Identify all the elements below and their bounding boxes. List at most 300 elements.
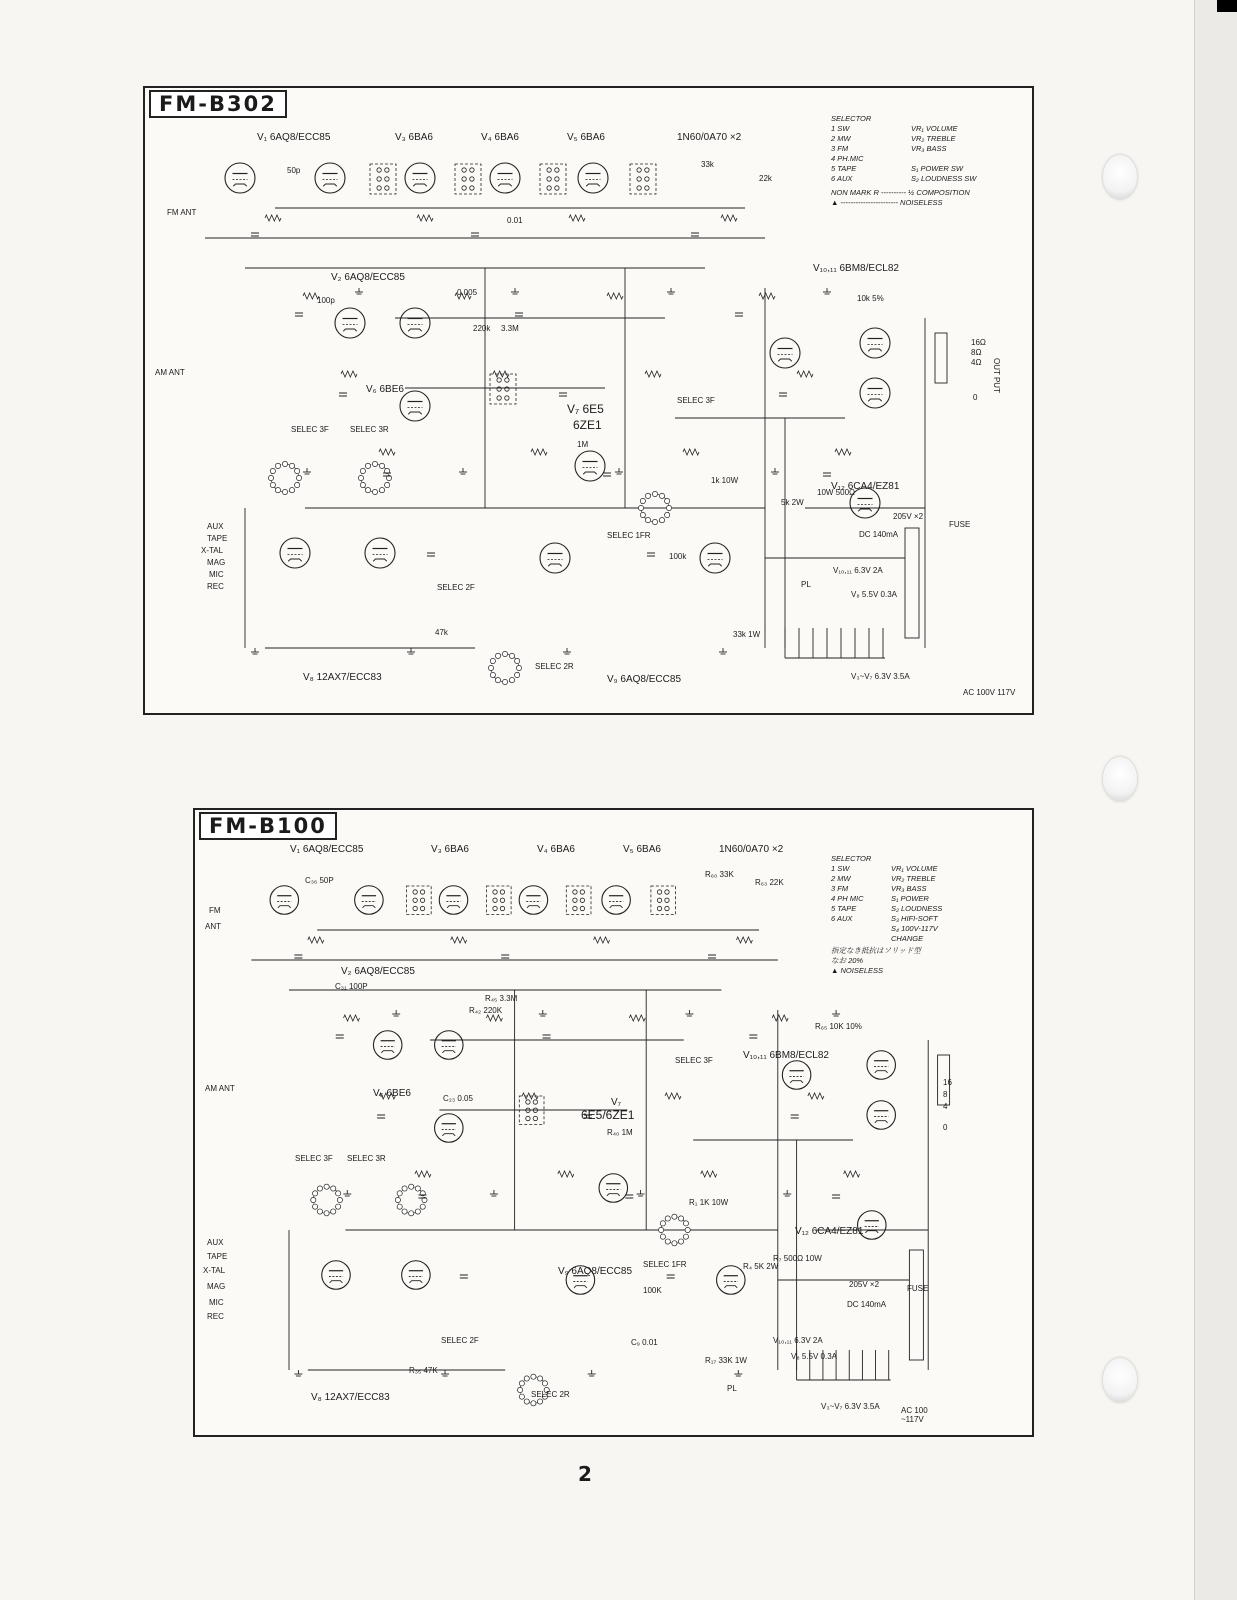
model-title: FM-B100 bbox=[199, 812, 337, 840]
tube-cathode bbox=[724, 1286, 737, 1288]
resistor-symbol bbox=[844, 1171, 860, 1177]
ac-input-label: AC 100 ~117V bbox=[901, 1406, 928, 1424]
selector-contact bbox=[672, 1214, 677, 1219]
if-transformer-shield bbox=[651, 886, 676, 915]
resistor-symbol bbox=[344, 1015, 360, 1021]
tube-cathode bbox=[708, 564, 722, 566]
coil-winding bbox=[413, 898, 417, 902]
vacuum-tube-symbol bbox=[270, 886, 299, 915]
tube-cathode bbox=[778, 359, 792, 361]
coil-winding bbox=[573, 906, 577, 910]
selector-contact bbox=[397, 1191, 402, 1196]
coil-winding bbox=[413, 906, 417, 910]
resistor-symbol bbox=[721, 215, 737, 221]
coil-winding bbox=[657, 898, 661, 902]
selector-contact bbox=[331, 1209, 336, 1214]
page-number: 2 bbox=[578, 1462, 592, 1486]
vacuum-tube-symbol bbox=[519, 886, 548, 915]
coil-winding bbox=[637, 177, 641, 181]
legend-item: 5 TAPE S₂ LOUDNESS bbox=[831, 904, 943, 913]
tube-label-v5: V₅ 6BA6 bbox=[567, 132, 605, 143]
vacuum-tube-symbol bbox=[860, 378, 890, 408]
coil-winding bbox=[637, 168, 641, 172]
legend-note: 指定なき抵抗はソリッド型 bbox=[831, 946, 921, 955]
resistor-symbol bbox=[493, 371, 509, 377]
selector-contact bbox=[385, 482, 390, 487]
pilot-lamp-label: PL bbox=[801, 580, 811, 589]
vacuum-tube-symbol bbox=[400, 308, 430, 338]
coil-winding bbox=[377, 177, 381, 181]
selector-wafer bbox=[398, 1187, 425, 1214]
vacuum-tube-symbol bbox=[717, 1266, 746, 1295]
legend-item: 3 FM VR₃ BASS bbox=[831, 884, 927, 893]
vacuum-tube-symbol bbox=[860, 328, 890, 358]
selector-1fr: SELEC 1FR bbox=[643, 1260, 687, 1269]
selector-contact bbox=[640, 498, 645, 503]
coil-winding bbox=[580, 898, 584, 902]
selector-contact bbox=[678, 1216, 683, 1221]
resistor-symbol bbox=[759, 293, 775, 299]
input-aux: AUX bbox=[207, 1238, 224, 1247]
legend-title: SELECTOR bbox=[831, 114, 872, 123]
vacuum-tube-symbol bbox=[867, 1051, 896, 1080]
selector-legend bbox=[831, 854, 942, 976]
selector-contact bbox=[372, 489, 377, 494]
output-8: 8 bbox=[943, 1090, 948, 1099]
selector-3f-tuning: SELEC 3F bbox=[675, 1056, 713, 1065]
selector-contact bbox=[519, 1381, 524, 1386]
capacitor-0-05: C₂₃ 0.05 bbox=[443, 1094, 473, 1103]
tube-label-v10-11: V₁₀,₁₁ 6BM8/ECL82 bbox=[813, 263, 899, 274]
binder-hole-bottom bbox=[1103, 1358, 1137, 1402]
legend-note: NON MARK R ---------- ½ COMPOSITION bbox=[831, 188, 970, 197]
input-aux: AUX bbox=[207, 522, 224, 531]
tube-label-v7: V₇ 6E5 bbox=[567, 402, 604, 416]
coil-winding bbox=[665, 906, 669, 910]
coil-winding bbox=[377, 186, 381, 190]
resistor-22k: 22k bbox=[759, 174, 772, 183]
selector-2f: SELEC 2F bbox=[441, 1336, 479, 1345]
vacuum-tube-symbol bbox=[770, 338, 800, 368]
resistor-symbol bbox=[379, 449, 395, 455]
legend-item: S₄ 100V-117V bbox=[891, 924, 938, 933]
if-transformer-shield bbox=[407, 886, 432, 915]
coil-winding bbox=[547, 186, 551, 190]
coil-winding bbox=[413, 890, 417, 894]
tube-cathode bbox=[409, 1281, 422, 1283]
selector-wafer bbox=[361, 464, 389, 492]
coil-winding bbox=[547, 177, 551, 181]
tube-cathode bbox=[408, 412, 422, 414]
coil-winding bbox=[497, 378, 501, 382]
selector-contact bbox=[488, 665, 493, 670]
resistor-47k: R₃₅ 47K bbox=[409, 1366, 438, 1375]
dc-label: DC 140mA bbox=[847, 1300, 887, 1309]
input-tape: TAPE bbox=[207, 534, 228, 543]
legend-item: 6 AUX S₃ HIFI-SOFT bbox=[831, 914, 938, 923]
coil-winding bbox=[505, 378, 509, 382]
resistor-33k: 33k bbox=[701, 160, 714, 169]
tube-label-v6: V₆ 6BE6 bbox=[373, 1088, 411, 1099]
coil-winding bbox=[505, 387, 509, 391]
selector-contact bbox=[420, 1204, 425, 1209]
selector-contact bbox=[409, 1184, 414, 1189]
selector-contact bbox=[509, 678, 514, 683]
selector-contact bbox=[324, 1211, 329, 1216]
if-transformer-shield bbox=[455, 164, 481, 194]
selector-contact bbox=[645, 493, 650, 498]
selector-3r: SELEC 3R bbox=[350, 425, 389, 434]
resistor-22k: R₆₃ 22K bbox=[755, 878, 784, 887]
selector-contact bbox=[640, 512, 645, 517]
tube-label-v4: V₄ 6BA6 bbox=[481, 132, 519, 143]
tube-cathode bbox=[381, 1051, 394, 1053]
vacuum-tube-symbol bbox=[599, 1174, 628, 1203]
selector-contact bbox=[282, 461, 287, 466]
selector-contact bbox=[331, 1186, 336, 1191]
resistor-10w: R₇ 500Ω 10W bbox=[773, 1254, 822, 1263]
coil-winding bbox=[377, 168, 381, 172]
tube-cathode bbox=[447, 906, 460, 908]
heater-label: V₃~V₇ 6.3V 3.5A bbox=[851, 672, 910, 681]
selector-contact bbox=[659, 518, 664, 523]
am-antenna-label: AM ANT bbox=[205, 1084, 235, 1093]
if-transformer-shield bbox=[370, 164, 396, 194]
selector-contact bbox=[270, 482, 275, 487]
output-0: 0 bbox=[943, 1123, 948, 1132]
resistor-symbol bbox=[835, 449, 851, 455]
selector-contact bbox=[295, 482, 300, 487]
selector-2r: SELEC 2R bbox=[535, 662, 574, 671]
output-label: OUT PUT bbox=[992, 358, 1001, 393]
fuse-label: FUSE bbox=[907, 1284, 929, 1293]
tube-label-v3: V₃ 6BA6 bbox=[431, 844, 469, 855]
tube-cathode bbox=[574, 1286, 587, 1288]
vacuum-tube-symbol bbox=[373, 1031, 402, 1060]
vacuum-tube-symbol bbox=[578, 163, 608, 193]
legend-item: 6 AUX S₂ LOUDNESS SW bbox=[831, 174, 977, 183]
coil-winding bbox=[420, 906, 424, 910]
selector-contact bbox=[502, 679, 507, 684]
input-mic: MIC bbox=[209, 570, 224, 579]
input-rec: REC bbox=[207, 582, 224, 591]
fm-antenna-label: FM bbox=[209, 906, 221, 915]
resistor-symbol bbox=[569, 215, 585, 221]
legend-note: ▲ ----------------------- NOISELESS bbox=[831, 198, 943, 207]
selector-2r: SELEC 2R bbox=[531, 1390, 570, 1399]
tube-cathode bbox=[790, 1081, 803, 1083]
selector-contact bbox=[678, 1239, 683, 1244]
resistor-symbol bbox=[665, 1093, 681, 1099]
resistor-220k: R₄₂ 220K bbox=[469, 1006, 503, 1015]
power-transformer bbox=[909, 1250, 923, 1360]
tube-cathode bbox=[233, 184, 247, 186]
selector-contact bbox=[519, 1394, 524, 1399]
tube-label-v2: V₂ 6AQ8/ECC85 bbox=[331, 272, 405, 283]
selector-contact bbox=[275, 463, 280, 468]
selector-3r: SELEC 3R bbox=[347, 1154, 386, 1163]
selector-contact bbox=[270, 468, 275, 473]
if-transformer-shield bbox=[566, 886, 591, 915]
tube-cathode bbox=[362, 906, 375, 908]
selector-contact bbox=[531, 1401, 536, 1406]
if-transformer-shield bbox=[486, 886, 511, 915]
diode-label: 1N60/0A70 ×2 bbox=[677, 132, 742, 143]
vacuum-tube-symbol bbox=[439, 886, 468, 915]
vacuum-tube-symbol bbox=[575, 451, 605, 481]
tube-label-v8: V₈ 12AX7/ECC83 bbox=[311, 1392, 390, 1403]
selector-contact bbox=[659, 1227, 664, 1232]
coil-winding bbox=[505, 396, 509, 400]
legend-item: 1 SW VR₁ VOLUME bbox=[831, 864, 938, 873]
selector-wafer bbox=[271, 464, 299, 492]
coil-winding bbox=[493, 890, 497, 894]
tube-label-v9: V₉ 6AQ8/ECC85 bbox=[558, 1266, 632, 1277]
input-tape: TAPE bbox=[207, 1252, 228, 1261]
capacitor-0-005: 0.005 bbox=[457, 288, 478, 297]
selector-wafer bbox=[313, 1187, 340, 1214]
selector-contact bbox=[295, 468, 300, 473]
selector-contact bbox=[282, 489, 287, 494]
resistor-10w: 10W 500Ω bbox=[817, 488, 855, 497]
legend-item: 4 PH MIC S₁ POWER bbox=[831, 894, 929, 903]
resistor-symbol bbox=[308, 937, 324, 943]
page-edge bbox=[1194, 0, 1237, 1600]
am-antenna-label: AM ANT bbox=[155, 368, 185, 377]
vacuum-tube-symbol bbox=[322, 1261, 351, 1290]
selector-contact bbox=[665, 498, 670, 503]
edge-mark bbox=[1217, 0, 1237, 12]
coil-winding bbox=[500, 906, 504, 910]
legend-item: 2 MW VR₂ TREBLE bbox=[831, 134, 956, 143]
selector-contact bbox=[659, 493, 664, 498]
tube-label-v8: V₈ 12AX7/ECC83 bbox=[303, 672, 382, 683]
heater-v8: V₈ 5.5V 0.3A bbox=[851, 590, 898, 599]
tube-label-v12: V₁₂ 6CA4/EZ81 bbox=[831, 481, 900, 492]
selector-contact bbox=[542, 1381, 547, 1386]
tube-cathode bbox=[610, 906, 623, 908]
selector-legend bbox=[831, 114, 976, 208]
coil-winding bbox=[385, 186, 389, 190]
resistor-symbol bbox=[772, 1015, 788, 1021]
vacuum-tube-symbol bbox=[402, 1261, 431, 1290]
vacuum-tube-symbol bbox=[435, 1114, 464, 1143]
resistor-symbol bbox=[607, 293, 623, 299]
tube-label-v5: V₅ 6BA6 bbox=[623, 844, 661, 855]
output-16: 16 bbox=[943, 1078, 952, 1087]
resistor-symbol bbox=[531, 449, 547, 455]
selector-contact bbox=[360, 468, 365, 473]
vacuum-tube-symbol bbox=[315, 163, 345, 193]
binder-hole-top bbox=[1103, 155, 1137, 199]
feedback-resistor: 10k 5% bbox=[857, 294, 884, 303]
selector-contact bbox=[409, 1211, 414, 1216]
selector-contact bbox=[531, 1374, 536, 1379]
resistor-symbol bbox=[629, 1015, 645, 1021]
tube-cathode bbox=[413, 184, 427, 186]
selector-contact bbox=[537, 1376, 542, 1381]
coil-winding bbox=[555, 168, 559, 172]
coil-winding bbox=[500, 898, 504, 902]
schematic-panel-fm-b302 bbox=[143, 86, 1034, 715]
coil-winding bbox=[385, 168, 389, 172]
coil-winding bbox=[462, 168, 466, 172]
vacuum-tube-symbol bbox=[867, 1101, 896, 1130]
selector-contact bbox=[645, 518, 650, 523]
resistor-symbol bbox=[683, 449, 699, 455]
fuse-label: FUSE bbox=[949, 520, 971, 529]
coil-winding bbox=[470, 177, 474, 181]
vacuum-tube-symbol bbox=[435, 1031, 464, 1060]
selector-1fr: SELEC 1FR bbox=[607, 531, 651, 540]
if-transformer-shield bbox=[490, 374, 516, 404]
legend-item: 4 PH.MIC bbox=[831, 154, 864, 163]
coil-winding bbox=[497, 396, 501, 400]
coil-winding bbox=[493, 906, 497, 910]
selector-contact bbox=[665, 1216, 670, 1221]
selector-contact bbox=[490, 672, 495, 677]
selector-contact bbox=[336, 1191, 341, 1196]
coil-winding bbox=[420, 898, 424, 902]
tube-label-v3: V₃ 6BA6 bbox=[395, 132, 433, 143]
tube-label-v12: V₁₂ 6CA4/EZ81 bbox=[795, 1226, 864, 1237]
resistor-symbol bbox=[486, 1015, 502, 1021]
selector-contact bbox=[379, 463, 384, 468]
capacitor-100p: 100p bbox=[317, 296, 335, 305]
coil-winding bbox=[573, 890, 577, 894]
resistor-symbol bbox=[558, 1171, 574, 1177]
selector-contact bbox=[415, 1186, 420, 1191]
tube-cathode bbox=[323, 184, 337, 186]
rectifier-voltage: 205V ×2 bbox=[849, 1280, 880, 1289]
tube-cathode bbox=[548, 564, 562, 566]
vacuum-tube-symbol bbox=[280, 538, 310, 568]
resistor-symbol bbox=[797, 371, 813, 377]
resistor-3-3m: 3.3M bbox=[501, 324, 519, 333]
resistor-5k-2w: R₄ 5K 2W bbox=[743, 1262, 779, 1271]
selector-contact bbox=[638, 505, 643, 510]
selector-contact bbox=[537, 1399, 542, 1404]
coil-winding bbox=[645, 168, 649, 172]
coil-winding bbox=[645, 186, 649, 190]
coil-winding bbox=[526, 1116, 530, 1120]
coil-winding bbox=[533, 1100, 537, 1104]
selector-contact bbox=[672, 1241, 677, 1246]
legend-item: 1 SW VR₁ VOLUME bbox=[831, 124, 958, 133]
selector-contact bbox=[509, 653, 514, 658]
tube-cathode bbox=[373, 559, 387, 561]
resistor-symbol bbox=[808, 1093, 824, 1099]
vacuum-tube-symbol bbox=[225, 163, 255, 193]
tube-label-v1: V₁ 6AQ8/ECC85 bbox=[290, 844, 364, 855]
capacitor-50p: 50p bbox=[287, 166, 301, 175]
selector-contact bbox=[490, 658, 495, 663]
selector-contact bbox=[358, 475, 363, 480]
coil-winding bbox=[462, 177, 466, 181]
capacitor-50p: C₃₆ 50P bbox=[305, 876, 334, 885]
selector-contact bbox=[495, 678, 500, 683]
output-4: 4 bbox=[943, 1102, 948, 1111]
coil-winding bbox=[547, 168, 551, 172]
legend-item: 2 MW VR₂ TREBLE bbox=[831, 874, 936, 883]
input-mic: MIC bbox=[209, 1298, 224, 1307]
vacuum-tube-symbol bbox=[700, 543, 730, 573]
ac-input-label: AC 100V 117V bbox=[963, 688, 1016, 697]
resistor-symbol bbox=[701, 1171, 717, 1177]
resistor-symbol bbox=[736, 937, 752, 943]
antenna-label: ANT bbox=[205, 922, 221, 931]
output-16-ohm: 16Ω bbox=[971, 338, 986, 347]
vacuum-tube-symbol bbox=[400, 391, 430, 421]
vacuum-tube-symbol bbox=[335, 308, 365, 338]
selector-contact bbox=[524, 1376, 529, 1381]
selector-contact bbox=[317, 1209, 322, 1214]
selector-contact bbox=[337, 1197, 342, 1202]
if-transformer-shield bbox=[540, 164, 566, 194]
selector-contact bbox=[665, 512, 670, 517]
coil-winding bbox=[462, 186, 466, 190]
resistor-symbol bbox=[417, 215, 433, 221]
selector-contact bbox=[660, 1221, 665, 1226]
output-0: 0 bbox=[973, 393, 978, 402]
selector-contact bbox=[372, 461, 377, 466]
selector-contact bbox=[311, 1197, 316, 1202]
selector-3f-tuning: SELEC 3F bbox=[677, 396, 715, 405]
selector-contact bbox=[289, 488, 294, 493]
selector-contact bbox=[652, 519, 657, 524]
tube-cathode bbox=[868, 349, 882, 351]
selector-contact bbox=[660, 1234, 665, 1239]
resistor-100k: 100K bbox=[643, 1286, 662, 1295]
heater-v10-11: V₁₀,₁₁ 6.3V 2A bbox=[773, 1336, 823, 1345]
coil-winding bbox=[645, 177, 649, 181]
selector-contact bbox=[289, 463, 294, 468]
dc-label: DC 140mA bbox=[859, 530, 899, 539]
tube-cathode bbox=[865, 1231, 878, 1233]
output-4-ohm: 4Ω bbox=[971, 358, 982, 367]
selector-contact bbox=[360, 482, 365, 487]
legend-item: 5 TAPE S₁ POWER SW bbox=[831, 164, 963, 173]
tube-label-v1: V₁ 6AQ8/ECC85 bbox=[257, 132, 331, 143]
tube-cathode bbox=[858, 509, 872, 511]
selector-contact bbox=[415, 1209, 420, 1214]
rectifier-voltage: 205V ×2 bbox=[893, 512, 924, 521]
resistor-symbol bbox=[341, 371, 357, 377]
power-transformer bbox=[905, 528, 919, 638]
selector-3f: SELEC 3F bbox=[295, 1154, 333, 1163]
tube-label-v7: V₇ bbox=[611, 1097, 622, 1108]
vacuum-tube-symbol bbox=[540, 543, 570, 573]
diode-label: 1N60/0A70 ×2 bbox=[719, 844, 784, 855]
tube-cathode bbox=[442, 1134, 455, 1136]
coil-winding bbox=[580, 906, 584, 910]
tube-cathode bbox=[583, 472, 597, 474]
selector-contact bbox=[683, 1234, 688, 1239]
vacuum-tube-symbol bbox=[355, 886, 384, 915]
coil-winding bbox=[573, 898, 577, 902]
legend-title: SELECTOR bbox=[831, 854, 872, 863]
resistor-33k-1w: 33k 1W bbox=[733, 630, 761, 639]
coil-winding bbox=[470, 168, 474, 172]
selector-contact bbox=[495, 653, 500, 658]
resistor-symbol bbox=[522, 1093, 538, 1099]
selector-contact bbox=[516, 665, 521, 670]
selector-contact bbox=[312, 1204, 317, 1209]
coil-winding bbox=[665, 890, 669, 894]
selector-contact bbox=[324, 1184, 329, 1189]
selector-contact bbox=[666, 505, 671, 510]
vacuum-tube-symbol bbox=[490, 163, 520, 193]
